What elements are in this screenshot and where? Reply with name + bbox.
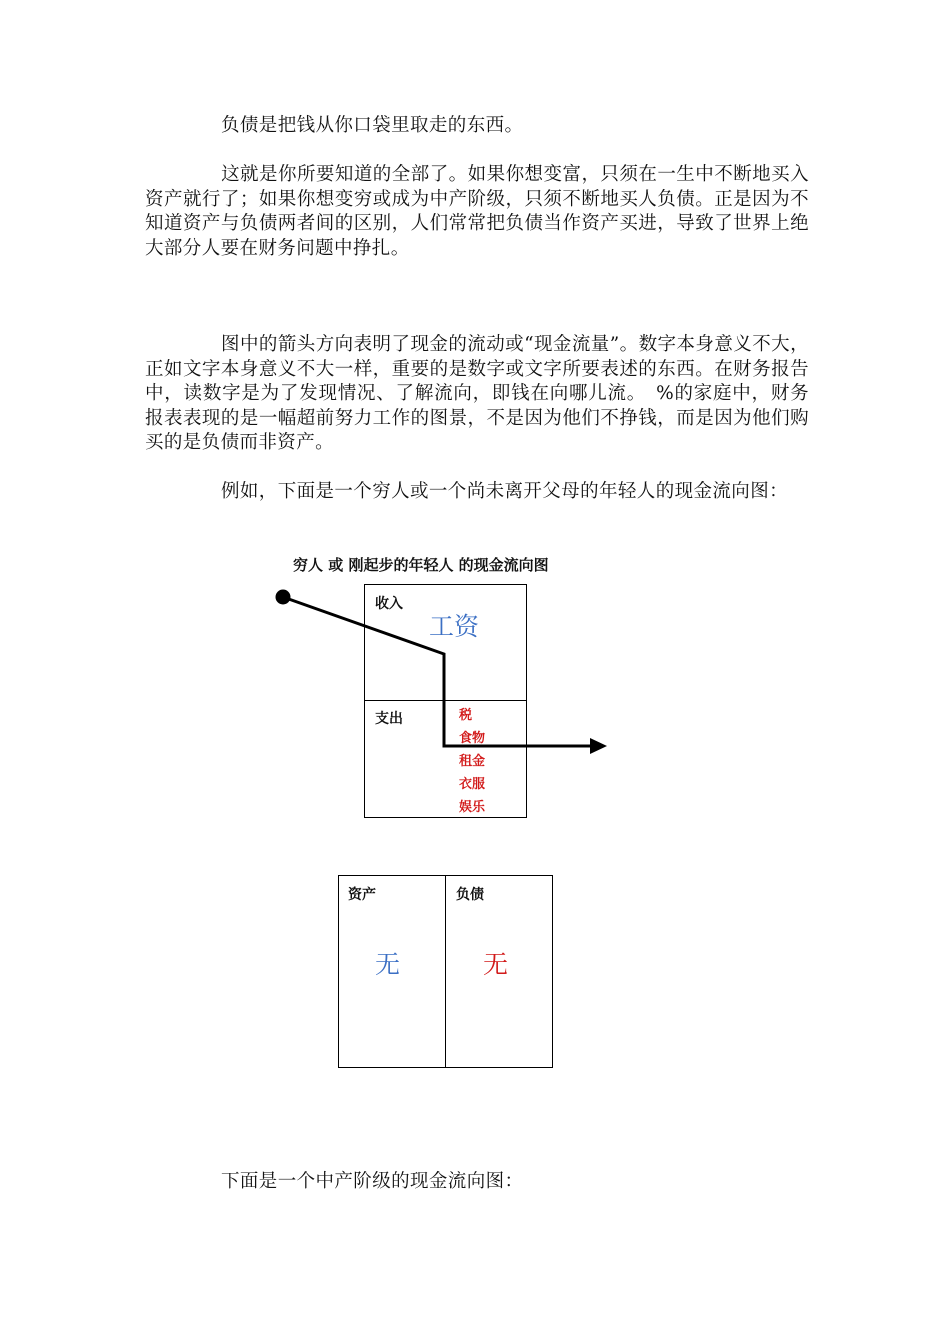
assets-value: 无 (375, 950, 401, 979)
liabilities-label: 负债 (456, 887, 484, 903)
expense-item-tax: 税 (459, 708, 473, 723)
expense-item-rent: 租金 (459, 754, 486, 769)
paragraph-buy-assets: 这就是你所要知道的全部了。如果你想变富，只须在一生中不断地买入资产就行了；如果你想变穷或成为中产阶级，只须不断地买人负债。正是因为不知道资产与负债两者间的区别，人们常常把负债当作资产买进，导致了世界上绝大部分人要在财务问题中挣扎。 (145, 164, 809, 259)
liabilities-value: 无 (483, 950, 509, 979)
expense-item-food: 食物 (459, 731, 486, 746)
assets-label: 资产 (348, 887, 376, 903)
diagram-title: 穷人 或 刚起步的年轻人 的现金流向图 (293, 556, 549, 574)
paragraph-middle-class-intro: 下面是一个中产阶级的现金流向图： (221, 1171, 524, 1192)
cash-flow-line (283, 597, 592, 746)
expense-item-clothing: 衣服 (459, 777, 486, 792)
income-item-salary: 工资 (429, 612, 480, 641)
balance-sheet-divider (445, 875, 446, 1068)
income-label: 收入 (375, 596, 403, 612)
paragraph-example-intro: 例如，下面是一个穷人或一个尚未离开父母的年轻人的现金流向图： (221, 481, 789, 502)
expense-item-entertainment: 娱乐 (459, 800, 486, 815)
paragraph-cash-flow-arrows: 图中的箭头方向表明了现金的流动或“现金流量”。数字本身意义不大，正如文字本身意义不大一样，重要的是数字或文字所要表述的东西。在财务报告中，读数字是为了发现情况、了解流向，即钱在向哪儿流。 %的家庭中，财务报表表现的是一幅超前努力工作的图景，不是因为他们不挣钱，而是因为他们购买的是负债而非资产。 (145, 334, 809, 453)
cash-flow-arrowhead (590, 738, 607, 754)
expense-label: 支出 (375, 711, 403, 727)
paragraph-liability-definition: 负债是把钱从你口袋里取走的东西。 (221, 115, 524, 136)
